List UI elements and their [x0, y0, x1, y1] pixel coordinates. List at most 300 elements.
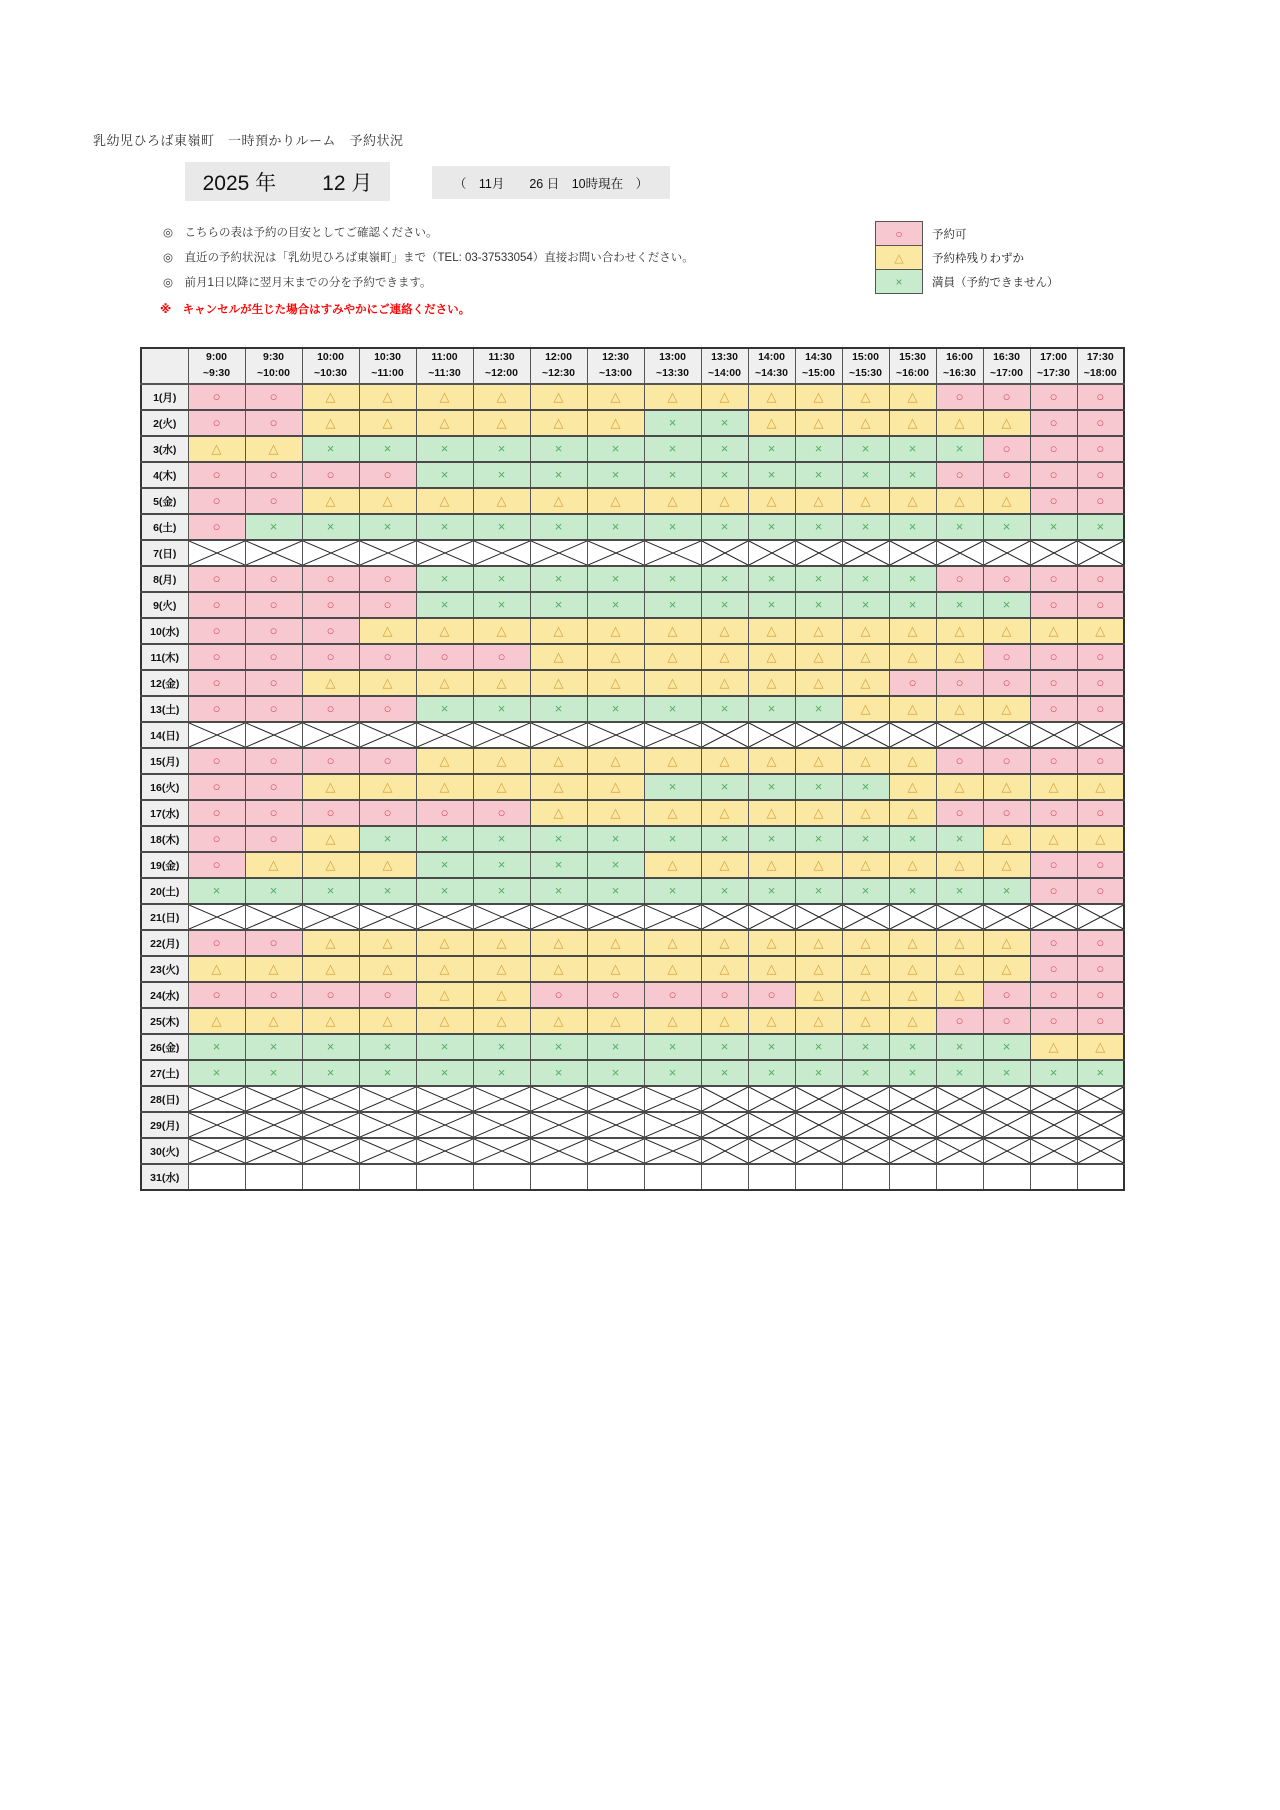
table-row	[141, 410, 1124, 436]
status-cell: △	[473, 748, 530, 774]
status-cell: △	[473, 384, 530, 410]
status-cell: △	[416, 1008, 473, 1034]
closed-cell	[245, 722, 302, 748]
legend-row-available	[875, 221, 1059, 246]
status-cell: △	[530, 384, 587, 410]
day-label: 11(木)	[141, 644, 188, 670]
closed-cell	[188, 540, 245, 566]
status-cell: ○	[983, 566, 1030, 592]
status-cell: ×	[416, 878, 473, 904]
status-cell: △	[889, 618, 936, 644]
table-row	[141, 462, 1124, 488]
table-row	[141, 670, 1124, 696]
status-cell: ×	[1030, 514, 1077, 540]
status-cell: △	[795, 748, 842, 774]
time-slot-header: 16:00 ~16:30	[936, 348, 983, 384]
status-cell: △	[701, 748, 748, 774]
status-cell: ○	[359, 462, 416, 488]
status-cell: ×	[701, 514, 748, 540]
status-cell: ×	[795, 696, 842, 722]
reservation-table-wrap	[140, 347, 1125, 1191]
status-cell: ×	[936, 878, 983, 904]
day-label: 7(日)	[141, 540, 188, 566]
closed-cell	[936, 540, 983, 566]
status-cell: ×	[795, 1034, 842, 1060]
closed-cell	[530, 722, 587, 748]
table-row	[141, 592, 1124, 618]
status-cell: ×	[530, 566, 587, 592]
status-cell: ×	[416, 436, 473, 462]
status-cell: ○	[188, 800, 245, 826]
empty-cell	[748, 1164, 795, 1190]
closed-cell	[701, 540, 748, 566]
status-cell: △	[983, 410, 1030, 436]
status-cell: △	[795, 618, 842, 644]
empty-cell	[530, 1164, 587, 1190]
closed-cell	[302, 722, 359, 748]
status-cell: △	[889, 982, 936, 1008]
closed-cell	[983, 540, 1030, 566]
closed-cell	[983, 722, 1030, 748]
status-cell: ○	[245, 800, 302, 826]
status-cell: ×	[416, 852, 473, 878]
status-cell: ×	[587, 852, 644, 878]
status-cell: ×	[473, 436, 530, 462]
status-cell: ×	[983, 1034, 1030, 1060]
table-row	[141, 384, 1124, 410]
status-cell: △	[416, 930, 473, 956]
status-cell: △	[473, 774, 530, 800]
table-row	[141, 566, 1124, 592]
status-cell: ×	[936, 592, 983, 618]
status-cell: △	[889, 956, 936, 982]
status-cell: △	[188, 1008, 245, 1034]
available-label: 予約可	[932, 228, 967, 241]
status-cell: △	[587, 930, 644, 956]
status-cell: △	[889, 644, 936, 670]
status-cell: △	[416, 670, 473, 696]
status-cell: △	[748, 618, 795, 644]
status-cell: △	[302, 826, 359, 852]
status-cell: ○	[1030, 696, 1077, 722]
table-row	[141, 800, 1124, 826]
status-cell: △	[245, 436, 302, 462]
status-cell: △	[701, 930, 748, 956]
closed-cell	[245, 1112, 302, 1138]
status-cell: △	[748, 488, 795, 514]
status-cell: ×	[842, 1034, 889, 1060]
empty-cell	[359, 1164, 416, 1190]
time-slot-header: 13:30 ~14:00	[701, 348, 748, 384]
legend	[875, 221, 1059, 294]
status-cell: △	[936, 644, 983, 670]
day-label: 21(日)	[141, 904, 188, 930]
status-cell: ×	[473, 826, 530, 852]
closed-cell	[302, 1138, 359, 1164]
status-cell: △	[795, 800, 842, 826]
status-cell: ×	[188, 878, 245, 904]
status-cell: ○	[302, 696, 359, 722]
status-cell: △	[936, 618, 983, 644]
day-label: 16(火)	[141, 774, 188, 800]
closed-cell	[842, 904, 889, 930]
status-cell: ○	[983, 1008, 1030, 1034]
status-cell: △	[473, 982, 530, 1008]
status-cell: ○	[302, 800, 359, 826]
status-cell: ○	[302, 982, 359, 1008]
status-cell: △	[842, 800, 889, 826]
empty-cell	[1077, 1164, 1124, 1190]
status-cell: ×	[359, 826, 416, 852]
status-cell: ×	[748, 592, 795, 618]
status-cell: ○	[748, 982, 795, 1008]
status-cell: ×	[795, 1060, 842, 1086]
day-label: 18(木)	[141, 826, 188, 852]
status-cell: ○	[644, 982, 701, 1008]
status-cell: ○	[473, 800, 530, 826]
status-cell: △	[587, 618, 644, 644]
table-row	[141, 514, 1124, 540]
status-cell: ○	[188, 566, 245, 592]
time-slot-header: 13:00 ~13:30	[644, 348, 701, 384]
day-label: 29(月)	[141, 1112, 188, 1138]
status-cell: ×	[359, 878, 416, 904]
closed-cell	[936, 1138, 983, 1164]
status-cell: ×	[795, 436, 842, 462]
status-cell: ×	[644, 514, 701, 540]
status-cell: ○	[473, 644, 530, 670]
status-cell: ○	[245, 410, 302, 436]
status-cell: ×	[644, 696, 701, 722]
closed-cell	[530, 1086, 587, 1112]
status-cell: ×	[1077, 1060, 1124, 1086]
time-slot-header: 10:30 ~11:00	[359, 348, 416, 384]
status-cell: △	[245, 1008, 302, 1034]
closed-cell	[473, 722, 530, 748]
status-cell: ○	[1030, 878, 1077, 904]
status-cell: ○	[530, 982, 587, 1008]
note-line: ◎ 前月1日以降に翌月末までの分を予約できます。	[163, 277, 432, 289]
status-cell: ○	[302, 566, 359, 592]
status-cell: ×	[842, 878, 889, 904]
status-cell: ×	[587, 592, 644, 618]
closed-cell	[1030, 1138, 1077, 1164]
status-cell: △	[983, 696, 1030, 722]
status-cell: ○	[1030, 384, 1077, 410]
status-cell: ○	[1030, 436, 1077, 462]
empty-cell	[889, 1164, 936, 1190]
status-cell: △	[587, 1008, 644, 1034]
status-cell: ×	[587, 1060, 644, 1086]
empty-cell	[473, 1164, 530, 1190]
closed-cell	[748, 1086, 795, 1112]
status-cell: △	[530, 670, 587, 696]
closed-cell	[473, 904, 530, 930]
day-label: 15(月)	[141, 748, 188, 774]
status-cell: ×	[644, 566, 701, 592]
status-cell: ○	[701, 982, 748, 1008]
status-cell: △	[795, 384, 842, 410]
status-cell: ×	[530, 826, 587, 852]
year-label: 2025 年	[202, 171, 277, 195]
closed-cell	[1030, 540, 1077, 566]
status-cell: ×	[936, 514, 983, 540]
status-cell: △	[530, 956, 587, 982]
status-cell: ×	[748, 878, 795, 904]
note-line: ◎ 直近の予約状況は「乳幼児ひろば東嶺町」まで（TEL: 03-37533054）直接お問い合わせください。	[163, 252, 694, 264]
status-cell: △	[701, 670, 748, 696]
as-of-text: （ 11月 26 日 10時現在 ）	[453, 176, 649, 191]
status-cell: ○	[1077, 696, 1124, 722]
time-slot-header: 14:00 ~14:30	[748, 348, 795, 384]
status-cell: ×	[188, 1034, 245, 1060]
closed-cell	[842, 540, 889, 566]
cancel-warning: ※ キャンセルが生じた場合はすみやかにご連絡ください。	[160, 304, 471, 316]
status-cell: △	[889, 852, 936, 878]
legend-row-few-left	[875, 245, 1059, 270]
status-cell: ○	[245, 670, 302, 696]
closed-cell	[644, 722, 701, 748]
full-swatch: ×	[875, 269, 923, 294]
table-row	[141, 748, 1124, 774]
time-slot-header: 9:00 ~9:30	[188, 348, 245, 384]
empty-cell	[795, 1164, 842, 1190]
status-cell: ×	[416, 1034, 473, 1060]
status-cell: ×	[245, 878, 302, 904]
status-cell: ×	[889, 436, 936, 462]
status-cell: △	[889, 748, 936, 774]
table-row	[141, 878, 1124, 904]
available-swatch: ○	[875, 221, 923, 246]
day-label: 6(土)	[141, 514, 188, 540]
status-cell: △	[416, 488, 473, 514]
table-row	[141, 1138, 1124, 1164]
status-cell: ×	[701, 826, 748, 852]
table-row	[141, 1008, 1124, 1034]
status-cell: ×	[889, 592, 936, 618]
status-cell: △	[795, 670, 842, 696]
closed-cell	[530, 1138, 587, 1164]
status-cell: △	[842, 696, 889, 722]
status-cell: △	[936, 696, 983, 722]
closed-cell	[889, 1112, 936, 1138]
status-cell: ×	[416, 696, 473, 722]
status-cell: △	[644, 956, 701, 982]
status-cell: ○	[1030, 488, 1077, 514]
closed-cell	[188, 1112, 245, 1138]
closed-cell	[416, 1112, 473, 1138]
closed-cell	[983, 1086, 1030, 1112]
status-cell: △	[1030, 774, 1077, 800]
status-cell: △	[1077, 774, 1124, 800]
status-cell: ×	[530, 436, 587, 462]
status-cell: ○	[983, 436, 1030, 462]
status-cell: ×	[644, 774, 701, 800]
closed-cell	[936, 904, 983, 930]
empty-cell	[936, 1164, 983, 1190]
day-label: 23(火)	[141, 956, 188, 982]
closed-cell	[1077, 540, 1124, 566]
status-cell: ×	[530, 592, 587, 618]
status-cell: ○	[983, 982, 1030, 1008]
day-label: 20(土)	[141, 878, 188, 904]
status-cell: △	[795, 488, 842, 514]
status-cell: ×	[473, 696, 530, 722]
table-row	[141, 540, 1124, 566]
status-cell: ×	[983, 1060, 1030, 1086]
status-cell: △	[359, 618, 416, 644]
status-cell: ×	[587, 878, 644, 904]
closed-cell	[188, 904, 245, 930]
status-cell: ×	[587, 826, 644, 852]
status-cell: ×	[748, 436, 795, 462]
closed-cell	[936, 722, 983, 748]
closed-cell	[473, 1086, 530, 1112]
status-cell: ×	[889, 1060, 936, 1086]
status-cell: ○	[302, 462, 359, 488]
status-cell: ×	[701, 774, 748, 800]
status-cell: ○	[416, 644, 473, 670]
closed-cell	[302, 1112, 359, 1138]
status-cell: △	[530, 800, 587, 826]
closed-cell	[748, 1138, 795, 1164]
status-cell: △	[748, 930, 795, 956]
status-cell: ○	[983, 462, 1030, 488]
status-cell: ×	[1077, 514, 1124, 540]
status-cell: △	[842, 384, 889, 410]
status-cell: ×	[748, 696, 795, 722]
status-cell: △	[936, 852, 983, 878]
status-cell: ○	[1030, 644, 1077, 670]
status-cell: △	[795, 1008, 842, 1034]
corner-cell	[141, 348, 188, 384]
table-row	[141, 1034, 1124, 1060]
status-cell: ×	[842, 1060, 889, 1086]
closed-cell	[644, 540, 701, 566]
status-cell: △	[302, 670, 359, 696]
status-cell: ×	[842, 566, 889, 592]
status-cell: △	[983, 618, 1030, 644]
status-cell: ×	[359, 514, 416, 540]
day-label: 14(日)	[141, 722, 188, 748]
status-cell: ○	[1077, 670, 1124, 696]
status-cell: ○	[1030, 410, 1077, 436]
status-cell: △	[359, 1008, 416, 1034]
status-cell: ○	[302, 592, 359, 618]
status-cell: △	[644, 1008, 701, 1034]
status-cell: ×	[587, 1034, 644, 1060]
status-cell: ×	[416, 826, 473, 852]
table-row	[141, 904, 1124, 930]
closed-cell	[1077, 904, 1124, 930]
status-cell: △	[748, 748, 795, 774]
empty-cell	[302, 1164, 359, 1190]
status-cell: △	[416, 384, 473, 410]
status-cell: ○	[359, 748, 416, 774]
empty-cell	[188, 1164, 245, 1190]
few-left-swatch: △	[875, 245, 923, 270]
day-label: 25(木)	[141, 1008, 188, 1034]
status-cell: ○	[359, 800, 416, 826]
closed-cell	[416, 722, 473, 748]
status-cell: △	[795, 982, 842, 1008]
status-cell: △	[644, 852, 701, 878]
status-cell: ×	[245, 514, 302, 540]
closed-cell	[795, 722, 842, 748]
table-row	[141, 930, 1124, 956]
status-cell: ○	[302, 748, 359, 774]
status-cell: △	[359, 384, 416, 410]
status-cell: ×	[416, 592, 473, 618]
status-cell: ×	[587, 436, 644, 462]
status-cell: △	[889, 488, 936, 514]
status-cell: ○	[245, 592, 302, 618]
status-cell: ×	[748, 826, 795, 852]
closed-cell	[302, 540, 359, 566]
closed-cell	[795, 1086, 842, 1112]
time-slot-header: 15:00 ~15:30	[842, 348, 889, 384]
closed-cell	[587, 1112, 644, 1138]
status-cell: ○	[587, 982, 644, 1008]
status-cell: ○	[1077, 800, 1124, 826]
status-cell: △	[748, 644, 795, 670]
status-cell: △	[842, 852, 889, 878]
closed-cell	[473, 540, 530, 566]
status-cell: ×	[530, 462, 587, 488]
status-cell: △	[748, 670, 795, 696]
closed-cell	[587, 1086, 644, 1112]
status-cell: ×	[245, 1034, 302, 1060]
table-row	[141, 774, 1124, 800]
empty-cell	[245, 1164, 302, 1190]
status-cell: ×	[473, 566, 530, 592]
status-cell: ○	[359, 566, 416, 592]
status-cell: △	[842, 670, 889, 696]
status-cell: ○	[936, 1008, 983, 1034]
closed-cell	[795, 904, 842, 930]
closed-cell	[644, 1138, 701, 1164]
closed-cell	[644, 1086, 701, 1112]
status-cell: △	[587, 774, 644, 800]
status-cell: ×	[701, 1060, 748, 1086]
status-cell: △	[416, 774, 473, 800]
time-slot-header: 12:30 ~13:00	[587, 348, 644, 384]
table-row	[141, 1060, 1124, 1086]
status-cell: ×	[936, 436, 983, 462]
status-cell: △	[842, 410, 889, 436]
closed-cell	[587, 904, 644, 930]
status-cell: △	[416, 410, 473, 436]
closed-cell	[936, 1112, 983, 1138]
status-cell: ○	[936, 670, 983, 696]
status-cell: △	[1077, 826, 1124, 852]
status-cell: ×	[748, 462, 795, 488]
status-cell: ○	[302, 618, 359, 644]
closed-cell	[1030, 1086, 1077, 1112]
closed-cell	[1077, 722, 1124, 748]
status-cell: ×	[587, 462, 644, 488]
status-cell: ○	[188, 592, 245, 618]
status-cell: ○	[889, 670, 936, 696]
status-cell: ×	[748, 514, 795, 540]
status-cell: ○	[983, 384, 1030, 410]
status-cell: △	[842, 644, 889, 670]
time-slot-header: 9:30 ~10:00	[245, 348, 302, 384]
table-row	[141, 956, 1124, 982]
day-label: 13(土)	[141, 696, 188, 722]
status-cell: ○	[983, 644, 1030, 670]
closed-cell	[889, 904, 936, 930]
